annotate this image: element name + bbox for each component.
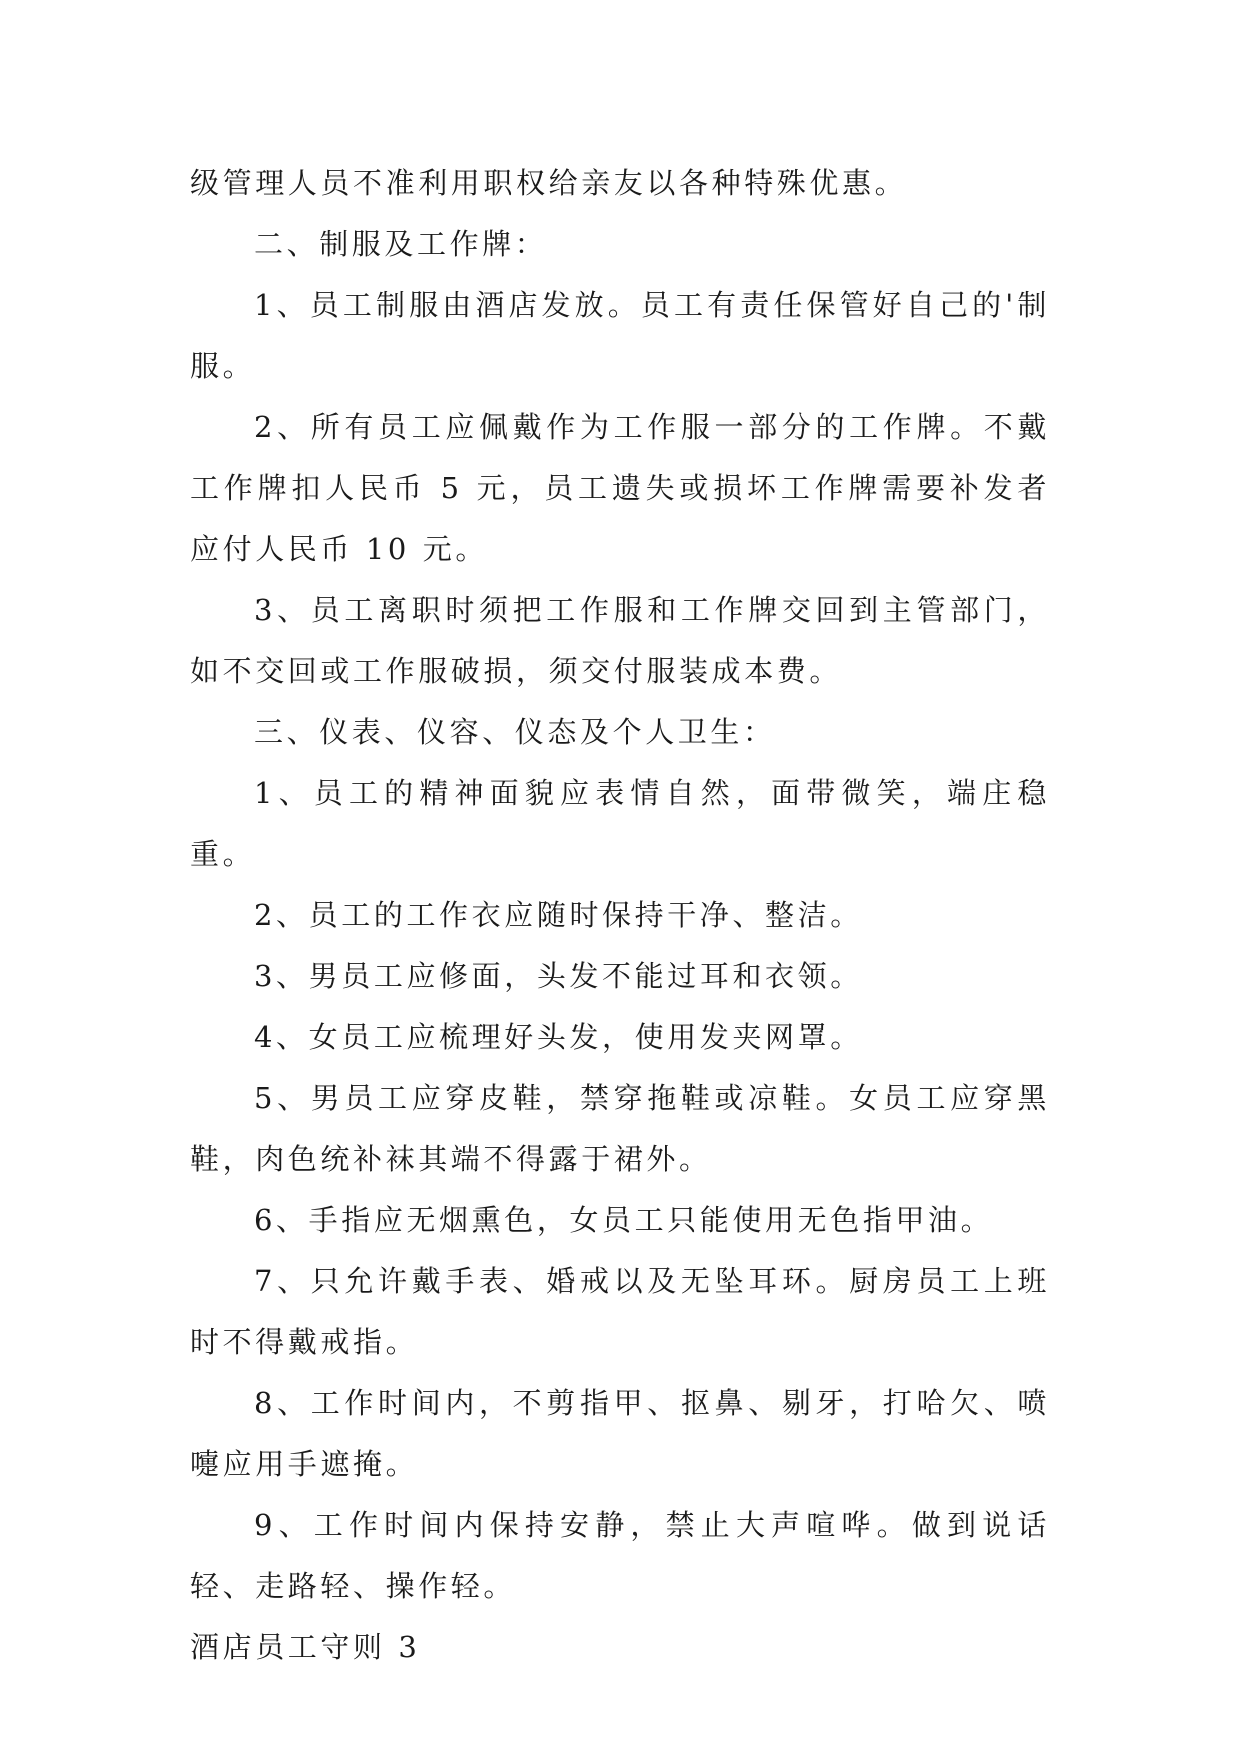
document-body bbox=[190, 153, 1050, 1678]
paragraph-uniform-1: 1、员工制服由酒店发放。员工有责任保管好自己的'制服。 bbox=[190, 288, 1050, 383]
paragraph-appearance-3: 3、男员工应修面，头发不能过耳和衣领。 bbox=[254, 959, 863, 993]
section-heading-uniform-badge: 二、制服及工作牌： bbox=[254, 227, 548, 261]
section-heading-appearance: 三、仪表、仪容、仪态及个人卫生： bbox=[254, 715, 776, 749]
paragraph-appearance-8: 8、工作时间内，不剪指甲、抠鼻、剔牙，打哈欠、喷嚏应用手遮掩。 bbox=[190, 1386, 1050, 1481]
paragraph-uniform-2: 2、所有员工应佩戴作为工作服一部分的工作牌。不戴工作牌扣人民币 5 元，员工遗失或损坏工作牌需要补发者应付人民币 10 元。 bbox=[190, 410, 1050, 566]
paragraph-appearance-1: 1、员工的精神面貌应表情自然，面带微笑，端庄稳重。 bbox=[190, 776, 1050, 871]
paragraph-appearance-2: 2、员工的工作衣应随时保持干净、整洁。 bbox=[254, 898, 863, 932]
paragraph-uniform-3: 3、员工离职时须把工作服和工作牌交回到主管部门，如不交回或工作服破损，须交付服装成本费。 bbox=[190, 593, 1050, 688]
paragraph-appearance-9: 9、工作时间内保持安静，禁止大声喧哗。做到说话轻、走路轻、操作轻。 bbox=[190, 1508, 1050, 1603]
paragraph-appearance-5: 5、男员工应穿皮鞋，禁穿拖鞋或凉鞋。女员工应穿黑鞋，肉色统补袜其端不得露于裙外。 bbox=[190, 1081, 1050, 1176]
paragraph-appearance-7: 7、只允许戴手表、婚戒以及无坠耳环。厨房员工上班时不得戴戒指。 bbox=[190, 1264, 1050, 1359]
document-title: 酒店员工守则 3 bbox=[190, 1630, 421, 1664]
paragraph-appearance-6: 6、手指应无烟熏色，女员工只能使用无色指甲油。 bbox=[254, 1203, 994, 1237]
paragraph-continuation: 级管理人员不准利用职权给亲友以各种特殊优惠。 bbox=[190, 166, 908, 200]
paragraph-appearance-4: 4、女员工应梳理好头发，使用发夹网罩。 bbox=[254, 1020, 863, 1054]
